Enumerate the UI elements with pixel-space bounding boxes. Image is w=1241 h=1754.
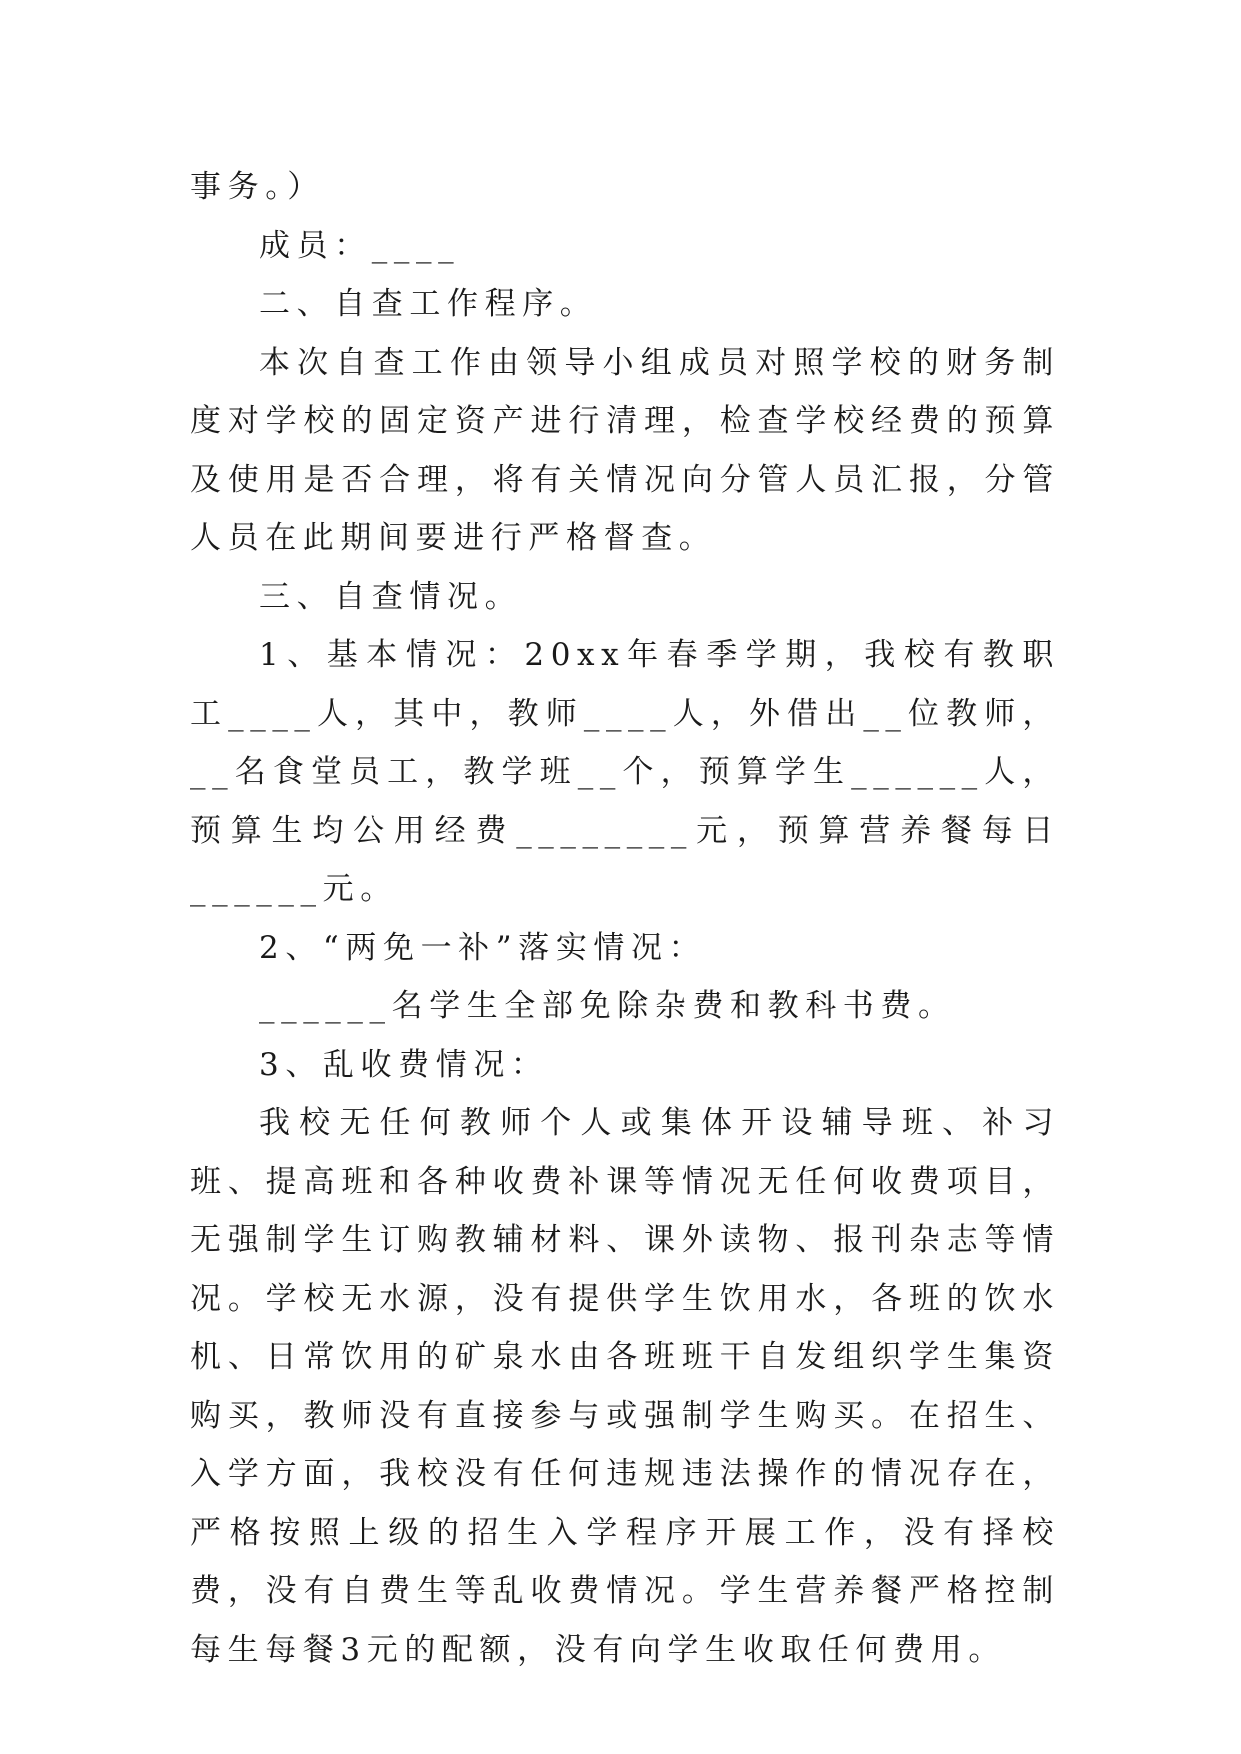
paragraph-subsidy: ______名学生全部免除杂费和教科书费。: [259, 988, 956, 1024]
paragraph-fees: 我校无任何教师个人或集体开设辅导班、补习班、提高班和各种收费补课等情况无任何收费项目，无强制学生订购教辅材料、课外读物、报刊杂志等情况。学校无水源，没有提供学生饮用水，各班的饮水机、日常饮用的矿泉水由各班班干自发组织学生集资购买，教师没有直接参与或强制学生购买。在招生、入学方面，我校没有任何违规违法操作的情况存在，严格按照上级的招生入学程序开展工作，没有择校费，没有自费生等乱收费情况。学生营养餐严格控制每生每餐3元的配额，没有向学生收取任何费用。: [190, 1105, 1060, 1668]
document-body: [190, 158, 1060, 1679]
paragraph-subsidy-heading: 2、“两免一补”落实情况：: [259, 929, 707, 966]
paragraph-continuation: 事务。）: [190, 169, 325, 205]
section-heading-situation: 三、自查情况。: [259, 578, 523, 615]
paragraph-members: 成员：____: [259, 227, 461, 264]
paragraph-basic-info: 1、基本情况：20xx年春季学期，我校有教职工____人，其中，教师____人，外借出__位教师，__名食堂员工，教学班__个，预算学生______人，预算生均公用经费________元，预算营养餐每日______元。: [190, 637, 1060, 907]
paragraph-procedure: 本次自查工作由领导小组成员对照学校的财务制度对学校的固定资产进行清理，检查学校经费的预算及使用是否合理，将有关情况向分管人员汇报，分管人员在此期间要进行严格督查。: [190, 344, 1060, 556]
section-heading-procedure: 二、自查工作程序。: [259, 286, 598, 322]
paragraph-fees-heading: 3、乱收费情况：: [259, 1046, 549, 1083]
